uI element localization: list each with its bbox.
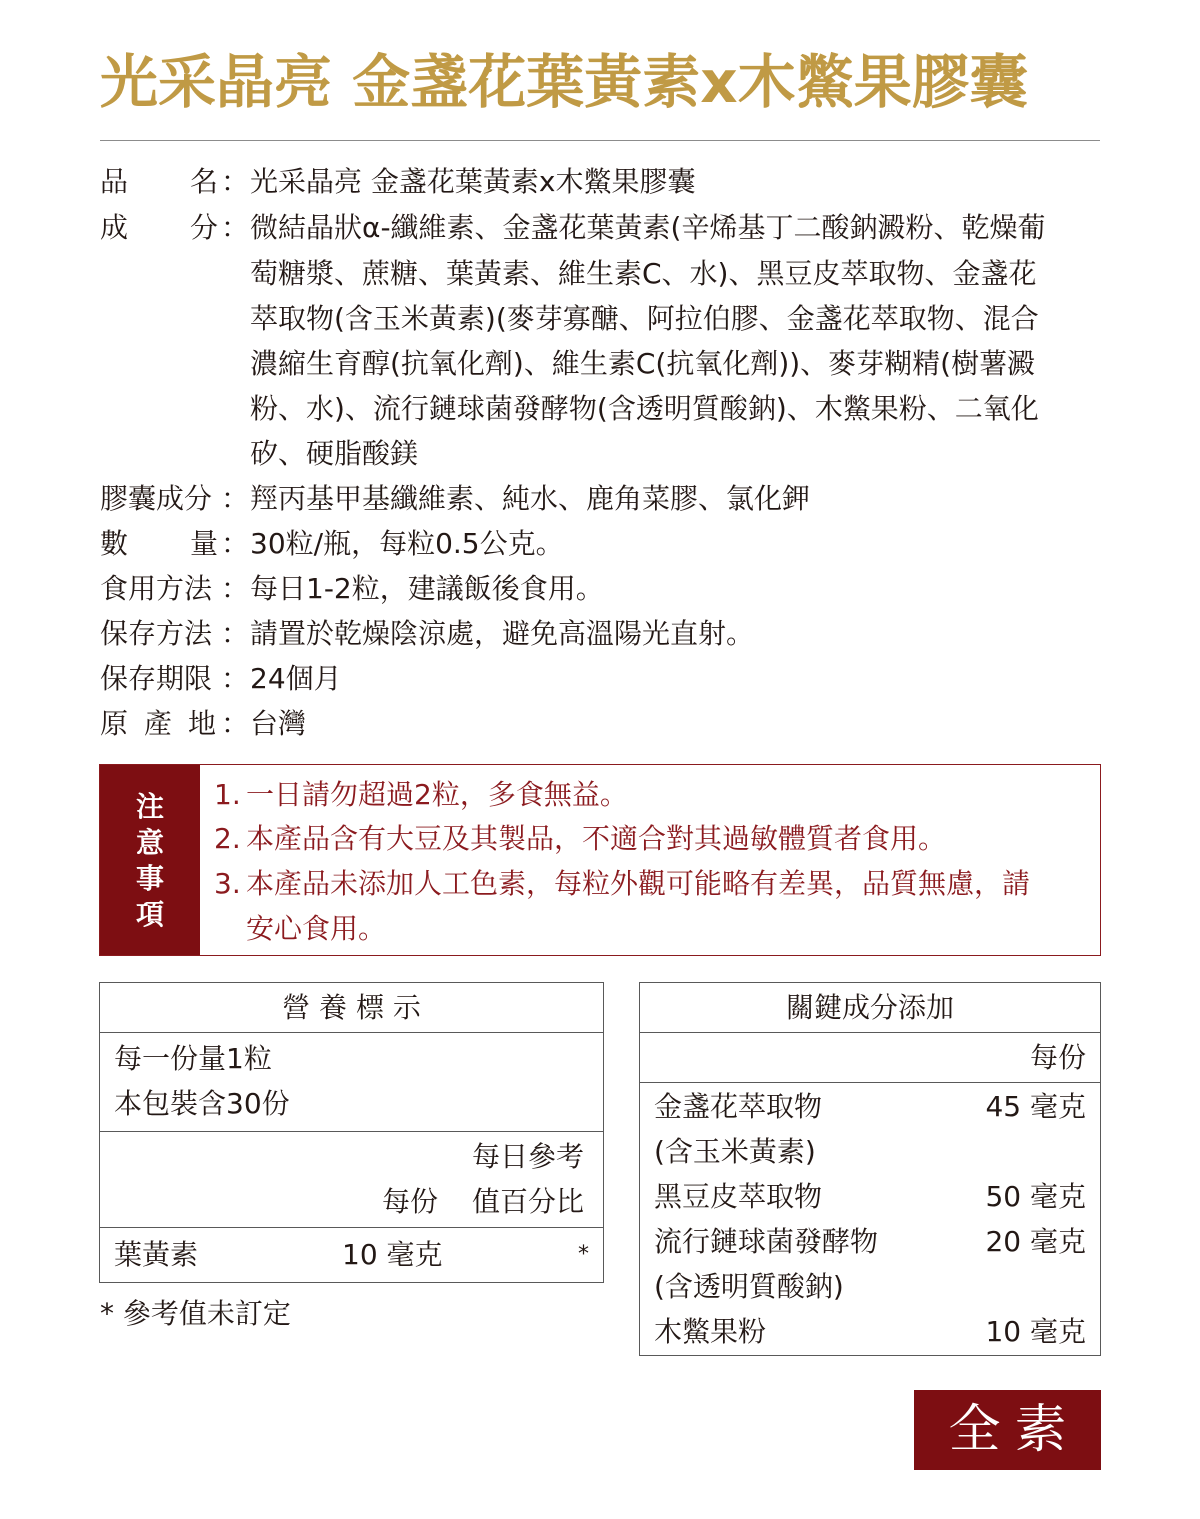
nutrient-amount: 10 毫克 (342, 1238, 443, 1271)
spec-value-shelf-life: 24個月 (250, 662, 342, 695)
nutrition-table (99, 982, 604, 1283)
ingredient-amount: 45 毫克 (985, 1090, 1086, 1123)
spec-value-name: 光采晶亮 金盞花葉黃素x木鱉果膠囊 (250, 165, 696, 198)
divider (100, 1227, 603, 1228)
ingredient-amount: 50 毫克 (985, 1180, 1086, 1213)
ingredients-line: 萃取物(含玉米黃素)(麥芽寡醣、阿拉伯膠、金盞花萃取物、混合 (250, 302, 1039, 335)
serving-size: 每一份量1粒 (114, 1042, 272, 1075)
nutrition-title: 營 養 標 示 (282, 991, 421, 1024)
ingredient-amount: 20 毫克 (985, 1225, 1086, 1258)
spec-label-origin: 原 產 地 (100, 707, 217, 740)
vegan-badge: 全素 (914, 1390, 1101, 1470)
col-per-serving: 每份 (382, 1185, 439, 1218)
ingredients-line: 矽、硬脂酸鎂 (250, 437, 419, 470)
spec-label-storage: 保存方法 (100, 617, 213, 650)
spec-value-capsule: 羥丙基甲基纖維素、純水、鹿角菜膠、氯化鉀 (250, 482, 811, 515)
divider (100, 1131, 603, 1132)
ingredient-name: 木鱉果粉 (654, 1315, 767, 1348)
ingredient-name: (含透明質酸鈉) (654, 1270, 844, 1303)
ingredients-line: 粉、水)、流行鏈球菌發酵物(含透明質酸鈉)、木鱉果粉、二氧化 (250, 392, 1039, 425)
notice-box: 注 意 事 項 1. 一日請勿超過2粒，多食無益。 2. 本產品含有大豆及其製品，不適合對其過敏體質者食用。 3. 本產品未添加人工色素，每粒外觀可能略有差異，品質無慮，請 安心食用。 (99, 764, 1101, 956)
title-divider (100, 140, 1100, 141)
servings-per-pack: 本包裝含30份 (114, 1087, 290, 1120)
spec-label-shelf-life: 保存期限 (100, 662, 213, 695)
ingredient-name: 金盞花萃取物 (654, 1090, 823, 1123)
page-title: 光采晶亮 金盞花葉黃素x木鱉果膠囊 (100, 48, 1028, 116)
divider (100, 1032, 603, 1033)
spec-value-origin: 台灣 (250, 707, 307, 740)
nutrient-daily-value: * (578, 1242, 589, 1267)
ingredient-name: 黑豆皮萃取物 (654, 1180, 823, 1213)
ingredients-line: 濃縮生育醇(抗氧化劑)、維生素C(抗氧化劑))、麥芽糊精(樹薯澱 (250, 347, 1036, 380)
divider (640, 1032, 1100, 1033)
spec-label-ingredients: 成 分 (100, 211, 219, 244)
ingredients-line: 萄糖漿、蔗糖、葉黃素、維生素C、水)、黑豆皮萃取物、金盞花 (250, 257, 1037, 290)
nutrition-footnote: * 參考值未訂定 (100, 1297, 291, 1330)
spec-label-quantity: 數 量 (100, 527, 219, 560)
divider (640, 1082, 1100, 1083)
col-per-serving: 每份 (1029, 1041, 1086, 1074)
spec-value-usage: 每日1-2粒，建議飯後食用。 (250, 572, 604, 605)
spec-value-storage: 請置於乾燥陰涼處，避免高溫陽光直射。 (250, 617, 755, 650)
ingredient-name: 流行鏈球菌發酵物 (654, 1225, 879, 1258)
ingredient-name: (含玉米黃素) (654, 1135, 816, 1168)
spec-value-quantity: 30粒/瓶，每粒0.5公克。 (250, 527, 564, 560)
ingredients-line: 微結晶狀α-纖維素、金盞花葉黃素(辛烯基丁二酸鈉澱粉、乾燥葡 (250, 211, 1046, 244)
spec-label-name: 品 名 (100, 165, 219, 198)
col-daily-value: 每日參考 (472, 1140, 585, 1173)
notice-side-label: 注 意 事 項 (100, 765, 200, 955)
col-daily-value-2: 值百分比 (472, 1185, 585, 1218)
ingredient-amount: 10 毫克 (985, 1315, 1086, 1348)
nutrient-name: 葉黃素 (114, 1238, 199, 1271)
key-ingredients-title: 關鍵成分添加 (785, 991, 954, 1024)
spec-label-usage: 食用方法 (100, 572, 213, 605)
spec-label-capsule: 膠囊成分 (100, 482, 213, 515)
key-ingredients-table (639, 982, 1101, 1356)
